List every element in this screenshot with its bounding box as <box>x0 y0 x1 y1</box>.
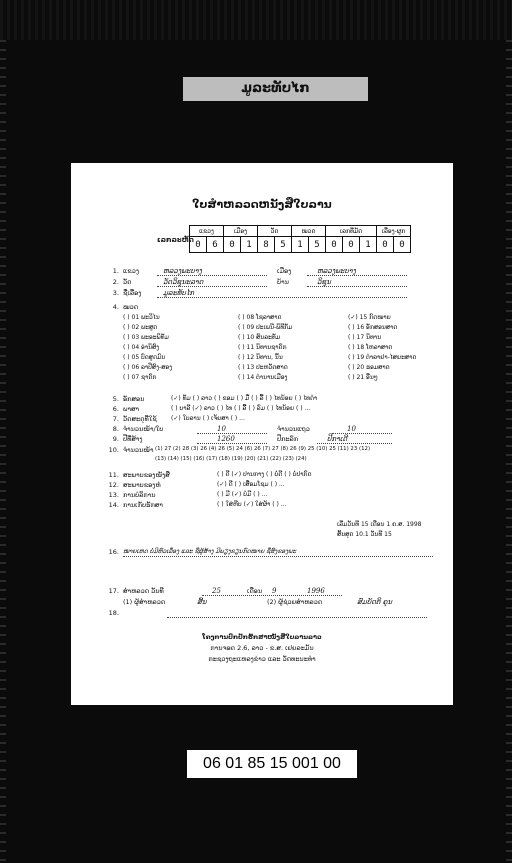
code-digit: 0 <box>377 237 394 253</box>
row-survey-date <box>107 587 437 596</box>
field-underline <box>197 443 267 444</box>
field-value: ຫລວງພະບາງ <box>317 267 356 275</box>
field-temple <box>107 278 437 287</box>
row-language <box>107 405 437 414</box>
code-digit: 0 <box>394 237 411 253</box>
code-digit: 0 <box>343 237 360 253</box>
code-digit: 6 <box>207 237 224 253</box>
surveyor-label: (1) ຜູ້ສຳຫລວດ <box>123 598 166 606</box>
material-options[interactable]: (✓) ໃບລານ ( ) ເຈ້ຍສາ ( ) ... <box>171 415 245 422</box>
category-option[interactable]: ( ) 13 ປະຫວັດສາດ <box>238 364 288 371</box>
field-label: ແຂວງ <box>123 267 139 275</box>
field-number: 18. <box>108 609 119 617</box>
field-label: ປີກະລົກ <box>277 435 299 443</box>
category-option[interactable]: (✓) 15 ກົດໝາຍ <box>348 314 391 321</box>
code-digit: 1 <box>292 237 309 253</box>
field-label: ສະພາບຂອງຫໍ <box>123 481 161 489</box>
row-pages <box>107 425 437 434</box>
field-underline <box>332 433 392 434</box>
row-page-counts <box>107 446 437 455</box>
field-label: ສະພາບຂອງໜັງສື <box>123 471 170 479</box>
page-count-indices: (13) (14) (15) (16) (17) (18) (19) (20) (21) (22) (23) (24) <box>155 456 307 462</box>
row-date-range-end <box>107 531 437 540</box>
category-option[interactable]: ( ) 01 ພະວິໄນ <box>123 314 160 321</box>
footer-line: ກະຊວງຖະແຫລງຂ່າວ ແລະ ວັດທະນະທຳ <box>208 655 316 663</box>
field-number: 7. <box>112 415 119 423</box>
category-grid <box>123 314 443 394</box>
category-option[interactable]: ( ) 07 ຊາດົກ <box>123 374 157 381</box>
row-script <box>107 395 437 404</box>
row-preservation <box>107 501 437 510</box>
code-digit: 8 <box>258 237 275 253</box>
field-label: ຈຳນວນໜ້າ <box>123 446 154 454</box>
category-option[interactable]: ( ) 18 ໂຫລາສາດ <box>348 344 393 351</box>
field-label: ການເກັບຮັກສາ <box>123 501 163 509</box>
field-number: 13. <box>108 491 119 499</box>
field-value: ວັດວິຊຸນະລາດ <box>163 278 204 286</box>
code-header: ແຂວງ <box>190 226 224 237</box>
language-options[interactable]: ( ) ບາລີ (✓) ລາວ ( ) ໄທ ( ) ລື້ ( ) ລົມ ( ) ໄທນ້ອຍ ( ) ... <box>171 405 311 412</box>
survey-month: 9 <box>272 587 277 595</box>
field-label: ພາສາ <box>123 405 140 413</box>
field-underline <box>317 443 392 444</box>
field-underline <box>157 297 407 298</box>
field-value: 10 <box>217 425 226 433</box>
row-service <box>107 491 437 500</box>
field-label: ປີທີ່ສ້າງ <box>123 435 143 443</box>
code-label: ເລກລະຫັດ <box>157 236 194 244</box>
field-underline <box>157 286 267 287</box>
field-number: 10. <box>108 446 119 454</box>
category-option[interactable]: ( ) 21 ອື່ນໆ <box>348 374 378 381</box>
condition-options[interactable]: ( ) ດີ (✓) ປານກາງ ( ) ບໍ່ດີ ( ) ບໍ່ປາກົດ <box>217 471 312 478</box>
category-option[interactable]: ( ) 02 ພະສູດ <box>123 324 158 331</box>
category-option[interactable]: ( ) 20 ຮອມສາດ <box>348 364 390 371</box>
row-date-range <box>107 521 437 530</box>
date-end: ສິ້ນສຸດ 10.1 ວັນທີ 15 <box>337 531 392 538</box>
field-underline <box>202 595 342 596</box>
field-number: 8. <box>112 425 119 433</box>
code-table <box>189 225 411 253</box>
row-material <box>107 415 437 424</box>
field-number: 14. <box>108 501 119 509</box>
field-number: 1. <box>112 267 119 275</box>
category-option[interactable]: ( ) 16 ອັກສອນສາດ <box>348 324 398 331</box>
field-province <box>107 267 437 276</box>
field-number: 4. <box>112 303 119 311</box>
category-option[interactable]: ( ) 09 ປະເພນີ-ພິທີກັມ <box>238 324 293 331</box>
field-underline <box>307 275 407 276</box>
category-option[interactable]: ( ) 06 ລາປືສົງ-ສອງ <box>123 364 173 371</box>
row-condition <box>107 471 437 480</box>
code-digit: 1 <box>241 237 258 253</box>
code-header: ເມືອງ <box>224 226 258 237</box>
field-label: ຈຳນວນໜ້າ/ໃບ <box>123 425 164 433</box>
field-underline <box>307 286 407 287</box>
field-label: ບ້ານ <box>277 278 289 286</box>
field-value: ປີກາເດີ <box>327 435 348 443</box>
code-digit: 0 <box>224 237 241 253</box>
survey-day: 25 <box>212 587 221 595</box>
form-title: ໃບສຳຫລວດຫນັງສືໃບລານ <box>192 198 332 211</box>
survey-form-sheet <box>71 163 453 705</box>
field-underline <box>157 275 267 276</box>
scan-edge-noise <box>0 0 512 40</box>
field-number: 5. <box>112 395 119 403</box>
scan-side-marks-left <box>0 40 6 863</box>
service-options[interactable]: ( ) ມີ (✓) ບໍ່ມີ ( ) ... <box>217 491 268 498</box>
footer-line: ການຈອດ 2.6, ລາວ - ຂ.ສ. ເຢຍລະມັນ <box>210 644 314 652</box>
storage-condition-options[interactable]: (✓) ດີ ( ) ເສື່ອມໂຊມ ( ) ... <box>217 481 285 488</box>
field-label: ຈຳນວນແຖວ <box>277 425 310 433</box>
date-start: ເລີ່ມວັນທີ 15 ເດືອນ 1 ຄ.ສ. 1998 <box>337 521 422 528</box>
code-digit: 0 <box>190 237 207 253</box>
field-label: ວັດສະດຸທີ່ໃຊ້ <box>123 415 157 423</box>
code-header: ເລື່ອງ-ຜູກ <box>377 226 411 237</box>
field-label: ໝວດ <box>123 303 139 311</box>
field-label: ສຳຫລວດ ວັນທີ <box>123 587 164 595</box>
page-count-values: (1) 27 (2) 28 (3) 26 (4) 26 (5) 24 (6) 26 (7) 27 (8) 26 (9) 25 (10) 25 (11) 23 (12) <box>155 446 371 452</box>
script-options[interactable]: (✓) ທັມ ( ) ລາວ ( ) ຂອມ ( ) ມື່ ( ) ລື້ ( ) ໄທນ້ອຍ ( ) ໄທດຳ <box>171 395 318 402</box>
field-number: 2. <box>112 278 119 286</box>
code-digit: 5 <box>275 237 292 253</box>
field-value: ວິຊຸນ <box>317 278 331 286</box>
category-option[interactable]: ( ) 17 ນິທານ <box>348 334 382 341</box>
field-number: 11. <box>108 471 119 479</box>
field-label: ອັກສອນ <box>123 395 145 403</box>
category-option[interactable]: ( ) 05 ບົດສູດມົນ <box>123 354 166 361</box>
field-label: ການບໍລິການ <box>123 491 156 499</box>
field-label: ເດືອນ <box>247 587 263 595</box>
survey-year: 1996 <box>307 587 325 595</box>
footer-line: ໂຄງການປົກປັກຮັກສາໜັງສືໃບລານລາວ <box>202 633 322 641</box>
assistant-surveyor-label: (2) ຜູ້ຊ່ວຍສຳຫລວດ <box>267 598 323 606</box>
code-header: ວັດ <box>258 226 292 237</box>
category-option[interactable]: ( ) 12 ນິທານ, ນິ້ນ <box>238 354 283 361</box>
field-value: ມູລະທັບໄກ <box>163 289 194 297</box>
code-digit: 1 <box>360 237 377 253</box>
field-value: 1260 <box>217 435 235 443</box>
field-number: 3. <box>112 289 119 297</box>
field-number: 9. <box>112 435 119 443</box>
scan-side-marks-right <box>506 40 512 863</box>
row-storage-condition <box>107 481 437 490</box>
category-option[interactable]: ( ) 11 ນິທານຊາດົກ <box>238 344 287 351</box>
field-number: 16. <box>108 548 119 556</box>
notes-text: ໝາຍເຫດ ບໍ່ມີຫົວເລື່ອງ ແລະ ຊື່ຜູ້ສ້າງ ມີພຽງຂຽນກົດໝາຍ ຊື່ສົງຂອງພະ <box>123 548 297 555</box>
code-digit: 5 <box>309 237 326 253</box>
field-underline <box>167 617 427 618</box>
row-18 <box>107 609 437 618</box>
code-header: ໝວດ <box>292 226 326 237</box>
bottom-id-label: 06 01 85 15 001 00 <box>187 750 357 778</box>
category-option[interactable]: ( ) 19 ຕຳລາຢາ-ໄສຍະສາດ <box>348 354 417 361</box>
preservation-options[interactable]: ( ) ໃສ່ຫີບ (✓) ໃສ່ຜ້າ ( ) ... <box>217 501 287 508</box>
field-value: ຫລວງພະບາງ <box>163 267 202 275</box>
row-year <box>107 435 437 444</box>
code-header: ເລກທີ່ມັດ <box>326 226 377 237</box>
field-label: ວັດ <box>123 278 132 286</box>
category-option[interactable]: ( ) 04 ອ່ານິສົງ <box>123 344 160 351</box>
field-label: ເມືອງ <box>277 267 292 275</box>
category-option[interactable]: ( ) 10 ສິນລະທັມ <box>238 334 281 341</box>
row-page-count-numbers <box>107 456 437 465</box>
category-option[interactable]: ( ) 08 ໂຊລາສາດ <box>238 314 282 321</box>
field-underline <box>197 433 267 434</box>
field-label: ຊື່ເລື່ອງ <box>123 289 142 297</box>
field-underline <box>123 556 433 557</box>
assistant-signature: ສົມບັດຕິ ຄຸນ <box>357 598 393 606</box>
surveyor-signature: ສິ້ນ <box>197 598 207 606</box>
field-value: 10 <box>347 425 356 433</box>
field-number: 12. <box>108 481 119 489</box>
code-digit: 0 <box>326 237 343 253</box>
category-option[interactable]: ( ) 14 ຕຳນານເມືອງ <box>238 374 288 381</box>
row-notes <box>107 548 437 557</box>
category-option[interactable]: ( ) 03 ພະອະພິທັມ <box>123 334 169 341</box>
header-label: ມູລະທັບໄກ <box>183 77 368 101</box>
field-number: 17. <box>108 587 119 595</box>
row-surveyors <box>107 598 437 607</box>
field-category <box>107 303 437 312</box>
field-title <box>107 289 437 298</box>
field-number: 6. <box>112 405 119 413</box>
